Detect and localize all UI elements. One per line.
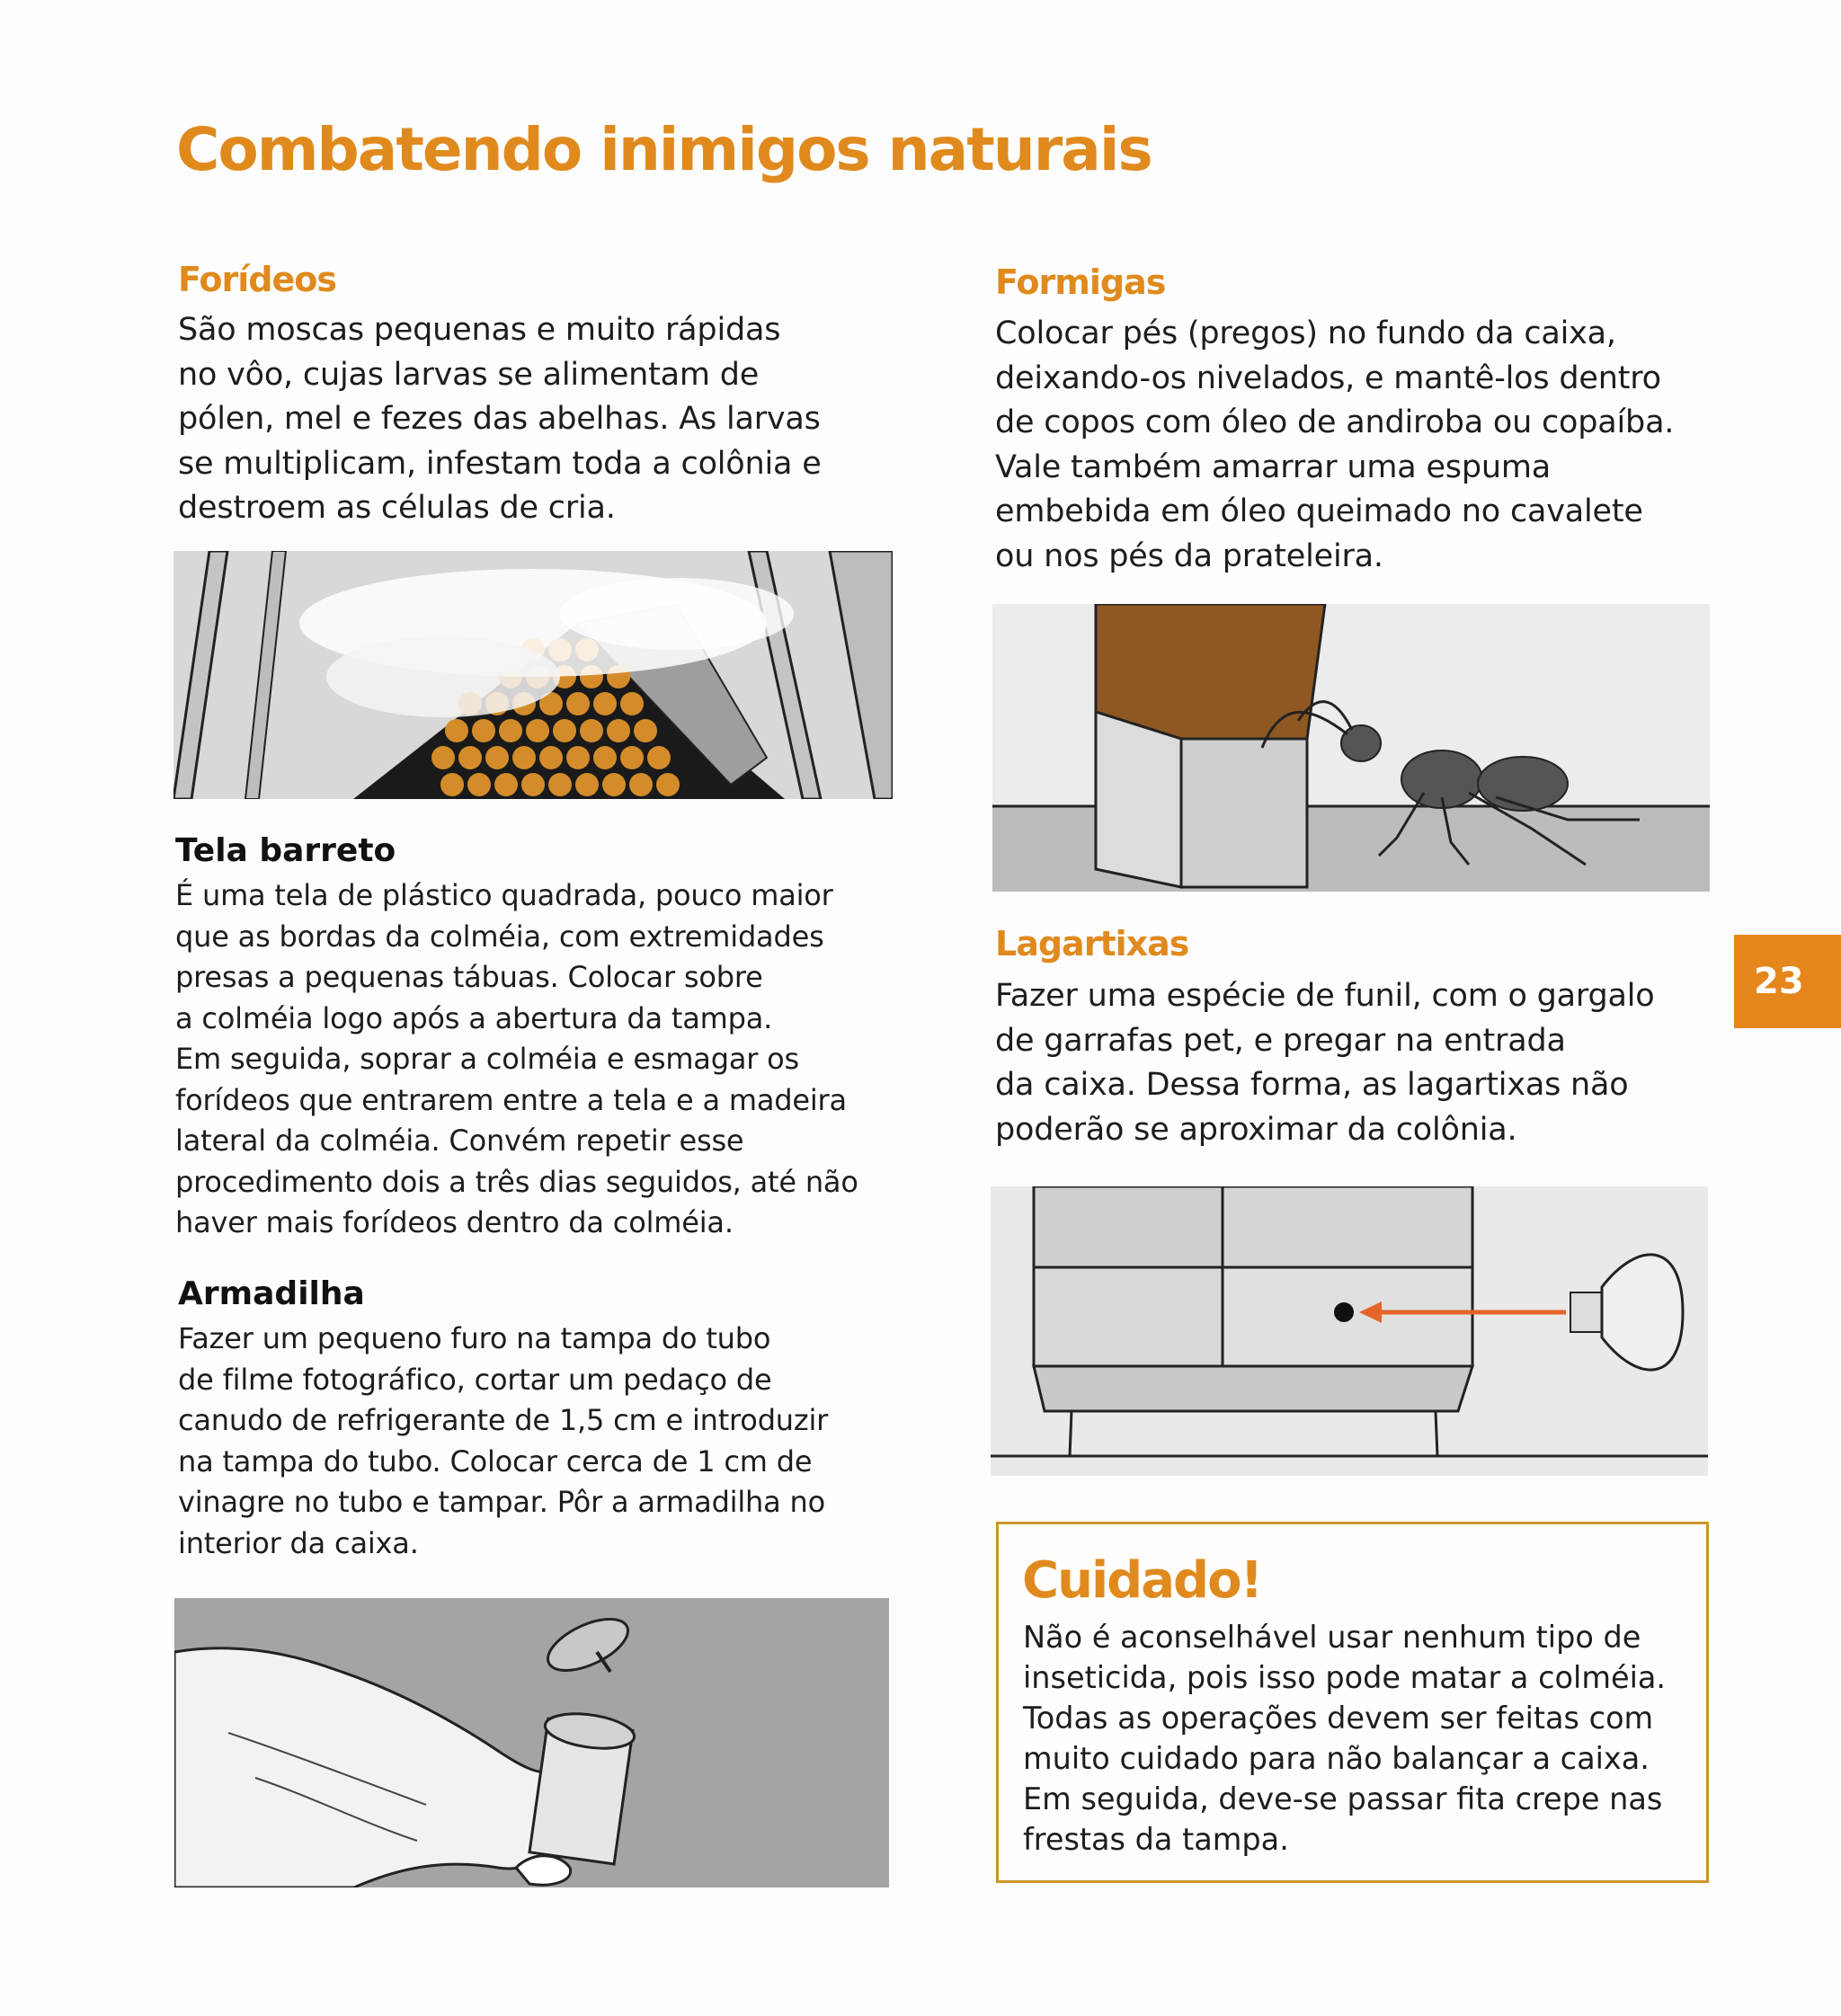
lagartixas-heading: Lagartixas — [995, 924, 1189, 964]
forideos-text: São moscas pequenas e muito rápidas no vôo, cujas larvas se alimentam de pólen, mel e fezes das abelhas. As larvas se multiplicam, infestam toda a colônia e destroem as células de cria. — [178, 312, 822, 526]
caution-heading: Cuidado! — [1022, 1551, 1262, 1610]
film-tube-trap-illustration — [174, 1598, 889, 1887]
armadilha-heading: Armadilha — [178, 1275, 365, 1312]
ant-box-illustration — [992, 604, 1710, 892]
tela-barreto-heading: Tela barreto — [175, 832, 396, 869]
page-number-tab — [1734, 935, 1841, 1028]
page-title: Combatendo inimigos naturais — [176, 115, 1152, 184]
armadilha-text: Fazer um pequeno furo na tampa do tubo de filme fotográfico, cortar um pedaço de canudo de refrigerante de 1,5 cm e introduzir na tampa do tubo. Colocar cerca de 1 cm de vinagre no tubo e tampar. Pôr a armadilha no interior da caixa. — [178, 1321, 829, 1560]
caution-box — [996, 1522, 1709, 1883]
caution-text: Não é aconselhável usar nenhum tipo de inseticida, pois isso pode matar a colméia. Todas as operações devem ser feitas com muito cuidado para não balançar a caixa. Em seguida, deve-se passar fita crepe nas frestas da tampa. — [1023, 1620, 1667, 1857]
tela-barreto-text: É uma tela de plástico quadrada, pouco maior que as bordas da colméia, com extremidades presas a pequenas tábuas. Colocar sobre a colméia logo após a abertura da tampa. Em seguida, soprar a colméia e esmagar os forídeos que entrarem entre a tela e a madeira lateral da colméia. Convém repetir esse procedimento dois a três dias seguidos, até não haver mais forídeos dentro da colméia. — [175, 878, 858, 1239]
forideos-heading: Forídeos — [178, 260, 336, 299]
bottle-funnel-illustration — [991, 1186, 1708, 1476]
formigas-heading: Formigas — [995, 262, 1166, 302]
hive-combs-illustration — [173, 551, 893, 799]
lagartixas-text: Fazer uma espécie de funil, com o gargalo de garrafas pet, e pregar na entrada da caixa. Dessa forma, as lagartixas não poderão se aproximar da colônia. — [995, 978, 1655, 1148]
formigas-text: Colocar pés (pregos) no fundo da caixa, deixando-os nivelados, e mantê-los dentro de copos com óleo de andiroba ou copaíba. Vale também amarrar uma espuma embebida em óleo queimado no cavalete ou nos pés da prateleira. — [995, 315, 1675, 574]
page-number: 23 — [1754, 961, 1804, 1002]
